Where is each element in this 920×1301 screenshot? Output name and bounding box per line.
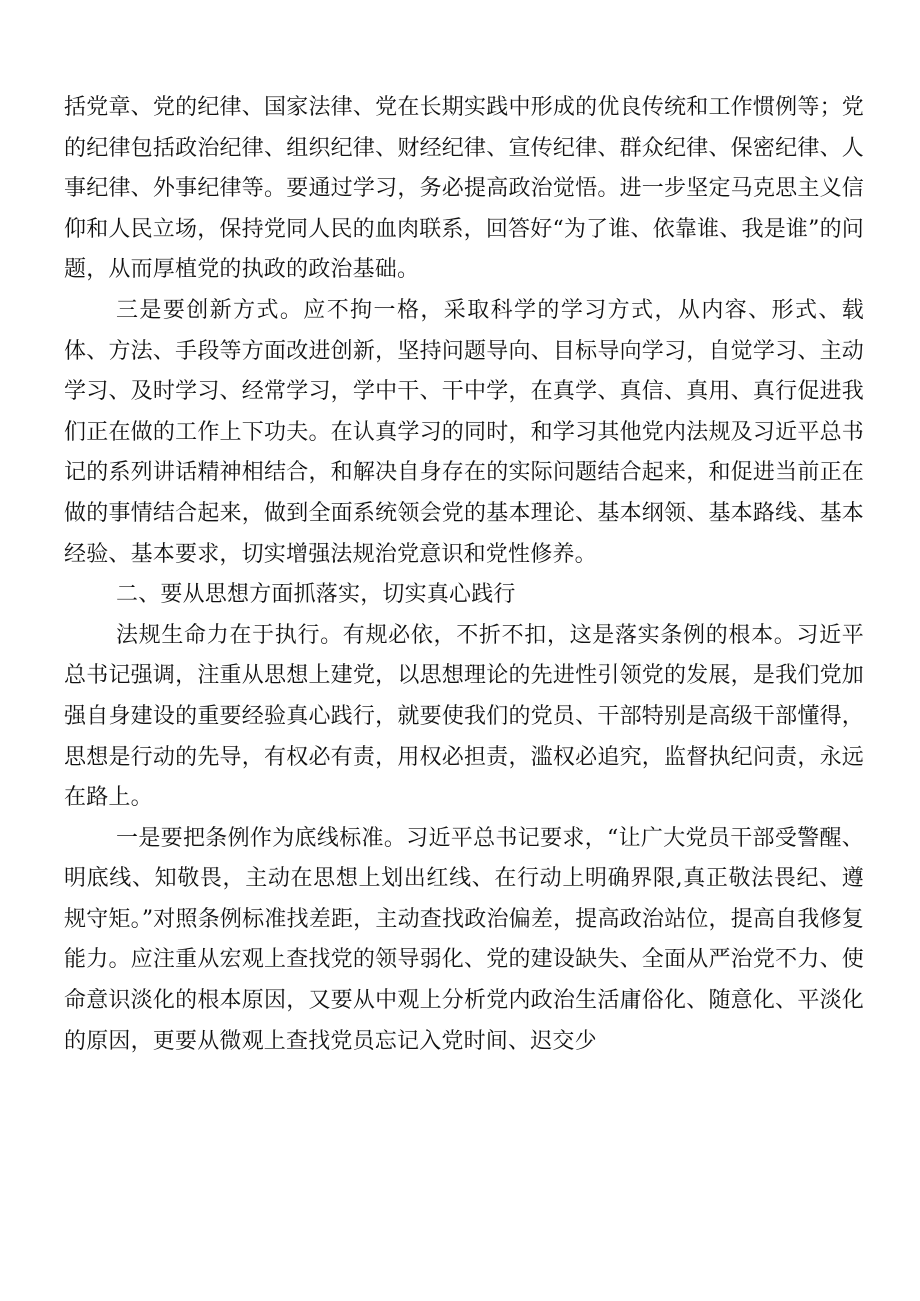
section-heading-2: 二、要从思想方面抓落实，切实真心践行 (116, 582, 516, 608)
paragraph-continuation: 括党章、党的纪律、国家法律、党在长期实践中形成的优良传统和工作惯例等；党的纪律包括政治纪律、组织纪律、财经纪律、宣传纪律、群众纪律、保密纪律、人事纪律、外事纪律等。要通过学习，务必提高政治觉悟。进一步坚定马克思主义信仰和人民立场，保持党同人民的血肉联系，回答好“为了谁、依靠谁、我是谁”的问题，从而厚植党的执政的政治基础。 (64, 95, 864, 283)
paragraph-bottom-line-standard: 一是要把条例作为底线标准。习近平总书记要求，“让广大党员干部受警醒、明底线、知敬畏，主动在思想上划出红线、在行动上明确界限,真正敬法畏纪、遵规守矩。”对照条例标准找差距，主动查找政治偏差，提高政治站位，提高自我修复能力。应注重从宏观上查找党的领导弱化、党的建设缺失、全面从严治党不力、使命意识淡化的根本原因，又要从中观上分析党内政治生活庸俗化、随意化、平淡化的原因，更要从微观上查找党员忘记入党时间、迟交少 (64, 825, 864, 1054)
paragraph-law-execution: 法规生命力在于执行。有规必依，不折不扣，这是落实条例的根本。习近平总书记强调，注重从思想上建党，以思想理论的先进性引领党的发展，是我们党加强自身建设的重要经验真心践行，就要使我们的党员、干部特别是高级干部懂得，思想是行动的先导，有权必有责，用权必担责，滥权必追究，监督执纪问责，永远在路上。 (64, 622, 864, 811)
paragraph-innovate-methods: 三是要创新方式。应不拘一格，采取科学的学习方式，从内容、形式、载体、方法、手段等方面改进创新，坚持问题导向、目标导向学习，自觉学习、主动学习、及时学习、经常学习，学中干、干中学，在真学、真信、真用、真行促进我们正在做的工作上下功夫。在认真学习的同时，和学习其他党内法规及习近平总书记的系列讲话精神相结合，和解决自身存在的实际问题结合起来，和促进当前正在做的事情结合起来，做到全面系统领会党的基本理论、基本纲领、基本路线、基本经验、基本要求，切实增强法规治党意识和党性修养。 (64, 297, 864, 567)
document-body (64, 88, 864, 1062)
